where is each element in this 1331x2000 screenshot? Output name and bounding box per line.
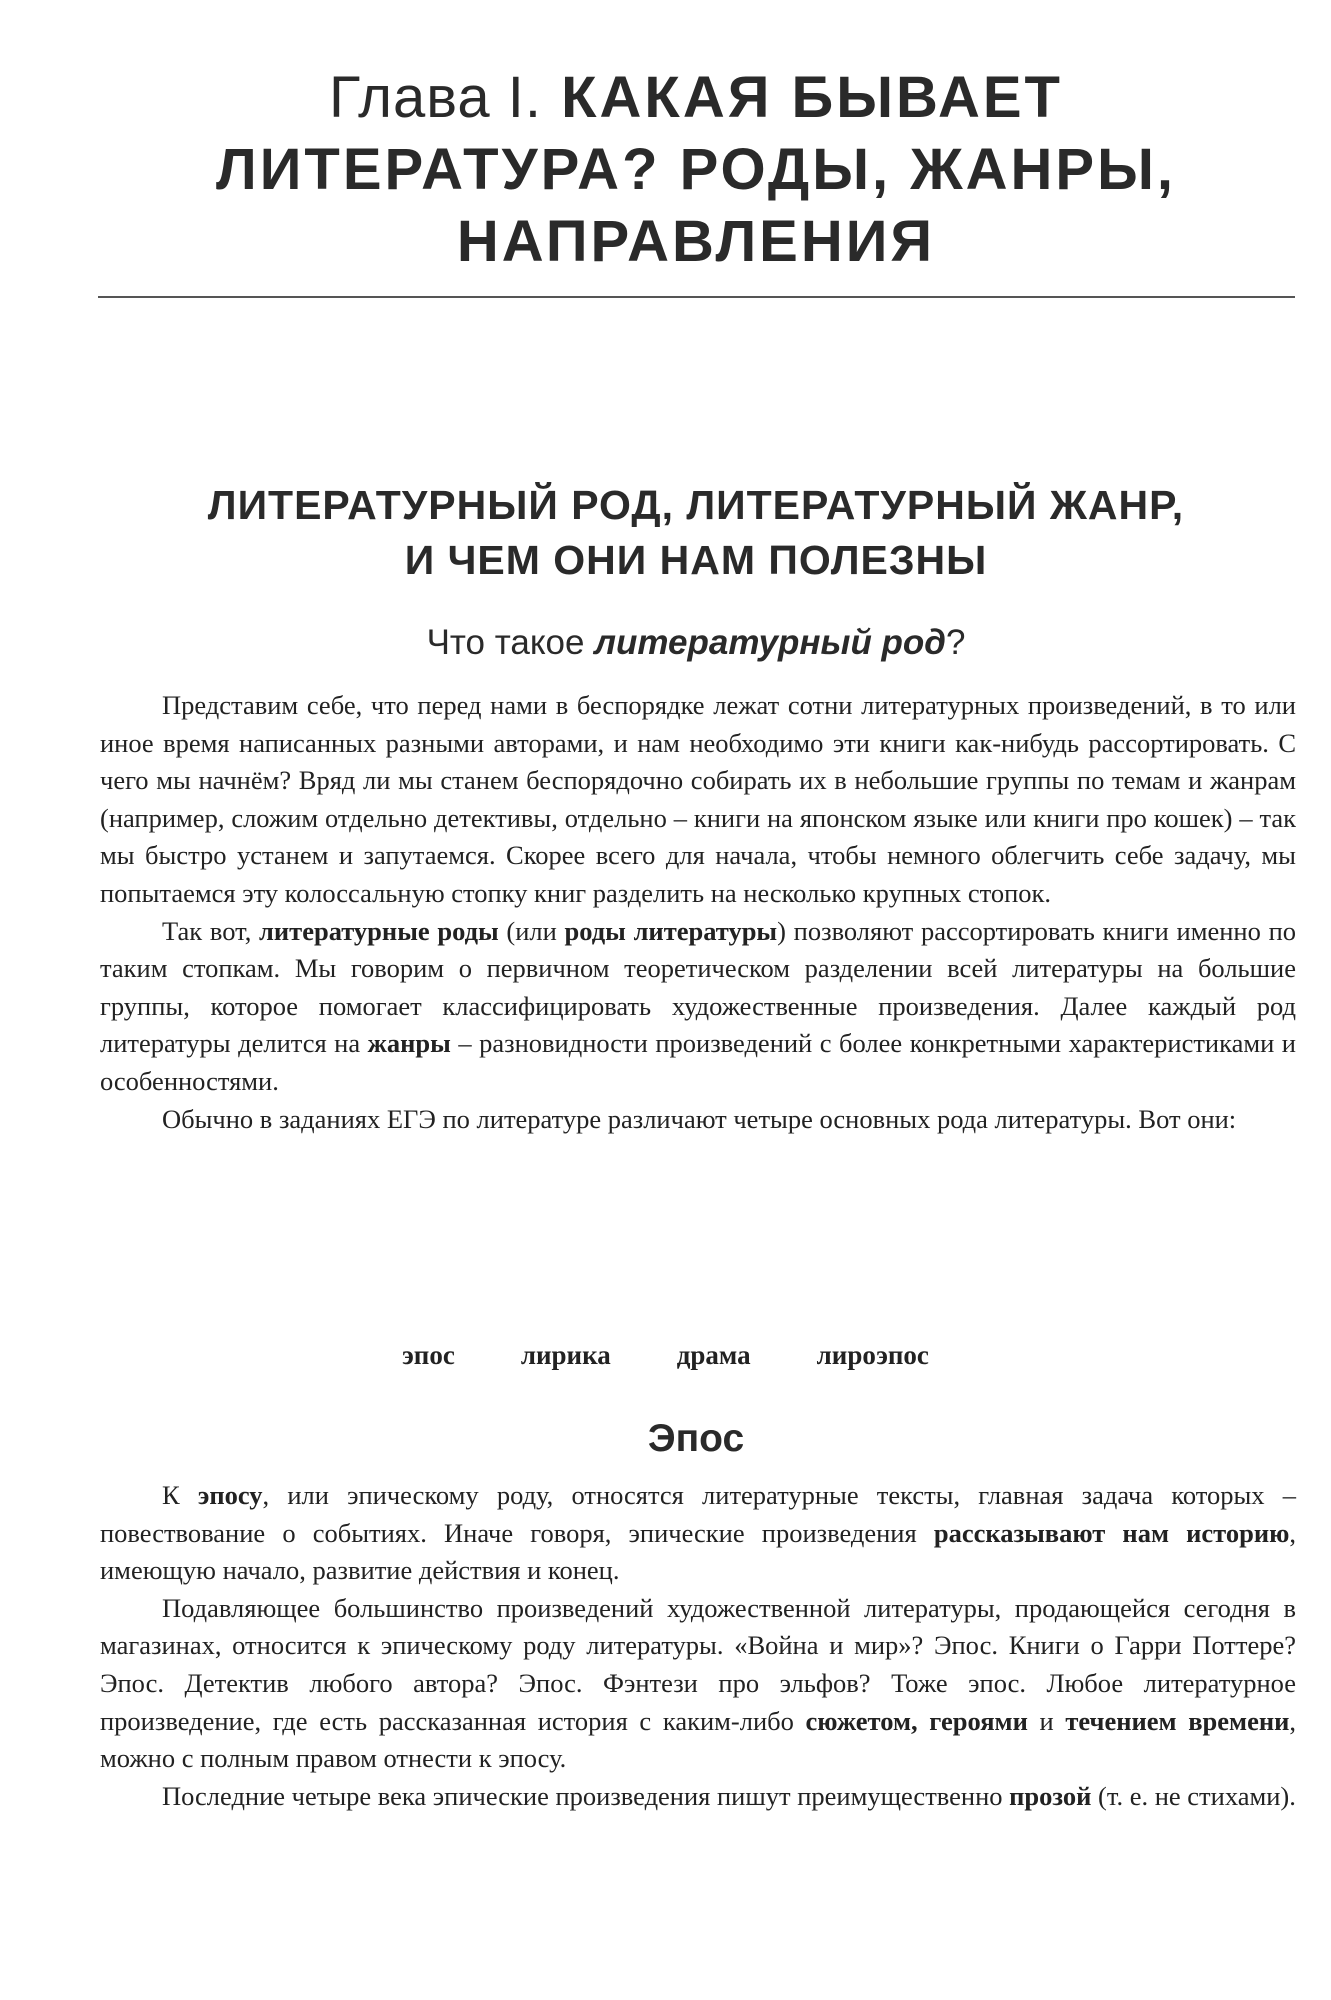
text-run: Подавляющее большинство произведений художественной литературы, продающейся сегодня в магазинах, относится к эпическому роду литературы. «Война и мир»? Эпос. Книги о Гарри Поттере? Эпос. Детектив любого автора? Эпос. Фэнтези про эльфов? Тоже эпос. Любое литературное произведение, где есть рассказанная история с каким-либо [100, 1592, 1296, 1736]
genre-liroepos: лироэпос [816, 1340, 929, 1370]
text-run: , можно с полным правом отнести к эпосу. [100, 1705, 1297, 1774]
paragraph-1: Представим себе, что перед нами в беспорядке лежат сотни литературных произведений, в то или иное время написанных разными авторами, и нам необходимо эти книги как-нибудь рассортировать. С чего мы начнём? Вряд ли мы станем беспорядочно собирать их в небольшие группы по темам и жанрам (например, сложим отдельно детективы, отдельно – книги на японском языке или книги про кошек) – так мы быстро устанем и запутаемся. Скорее всего для начала, чтобы немного облегчить себе задачу, мы попытаемся эту колоссальную стопку книг разделить на несколько крупных стопок. [100, 690, 1296, 908]
text-run: (или [498, 915, 565, 946]
section-title-line-1: ЛИТЕРАТУРНЫЙ РОД, ЛИТЕРАТУРНЫЙ ЖАНР, [207, 482, 1185, 528]
subheading-question-mark: ? [945, 623, 966, 662]
genre-lirika: лирика [520, 1340, 611, 1370]
text-run: и [1027, 1705, 1066, 1736]
text-run: , имеющую начало, развитие действия и конец. [100, 1517, 1296, 1586]
text-block-epos [100, 1477, 1296, 1815]
text-run: ) позволяют рассортировать книги именно по таким стопкам. Мы говорим о первичном теоретическом разделении всей литературы на большие группы, которое помогает классифицировать художественные произведения. Далее каждый род литературы делится на [100, 915, 1297, 1059]
term-zhanry: жанры [367, 1028, 451, 1059]
section-title-line-2: И ЧЕМ ОНИ НАМ ПОЛЕЗНЫ [404, 537, 988, 583]
text-run: Последние четыре века эпические произведения пишут преимущественно [162, 1780, 1010, 1811]
text-run: – разновидности произведений с более конкретными характеристиками и особенностями. [100, 1028, 1296, 1096]
text-run: Так вот, [162, 915, 260, 946]
paragraph-3: Обычно в заданиях ЕГЭ по литературе различают четыре основных рода литературы. Вот они: [162, 1103, 1237, 1134]
term-tell-story: рассказывают нам историю [933, 1517, 1290, 1548]
chapter-divider [98, 296, 1295, 298]
genre-list [0, 1337, 1331, 1373]
term-literary-genres: литературные роды [259, 915, 499, 946]
section-title [96, 478, 1296, 588]
subheading-term: литературный род [594, 623, 946, 662]
chapter-title-part-2: ЛИТЕРАТУРА? РОДЫ, ЖАНРЫ, [216, 137, 1176, 202]
chapter-heading [96, 62, 1296, 278]
term-plot-heroes: сюжетом, героями [805, 1705, 1028, 1736]
paragraph-2 [100, 913, 1296, 1101]
text-block-intro [100, 687, 1296, 1138]
chapter-number: Глава I. [329, 65, 543, 130]
term-genres-of-literature: роды литературы [564, 915, 778, 946]
text-run: К [162, 1480, 198, 1510]
subheading-epos: Эпос [647, 1417, 745, 1460]
genre-drama: драма [676, 1340, 751, 1370]
text-run: , или эпическому роду, относятся литературные тексты, главная задача которых – повествование о событиях. Иначе говоря, эпические произведения [100, 1480, 1296, 1548]
text-run: (т. е. не стихами). [1091, 1780, 1296, 1811]
paragraph-6 [100, 1778, 1296, 1816]
paragraph-4 [100, 1477, 1296, 1590]
chapter-title-part-3: НАПРАВЛЕНИЯ [456, 209, 936, 274]
chapter-title-part-1: КАКАЯ БЫВАЕТ [561, 65, 1063, 130]
term-eposu: эпосу [197, 1480, 263, 1510]
term-flow-of-time: течением времени [1065, 1705, 1290, 1736]
term-prose: прозой [1009, 1780, 1092, 1811]
chapter-heading-line-1 [96, 62, 1296, 134]
genre-epos: эпос [402, 1340, 455, 1370]
subheading-literary-genus [96, 621, 1296, 665]
subheading-text: Что такое [426, 623, 595, 662]
paragraph-5 [100, 1590, 1296, 1778]
